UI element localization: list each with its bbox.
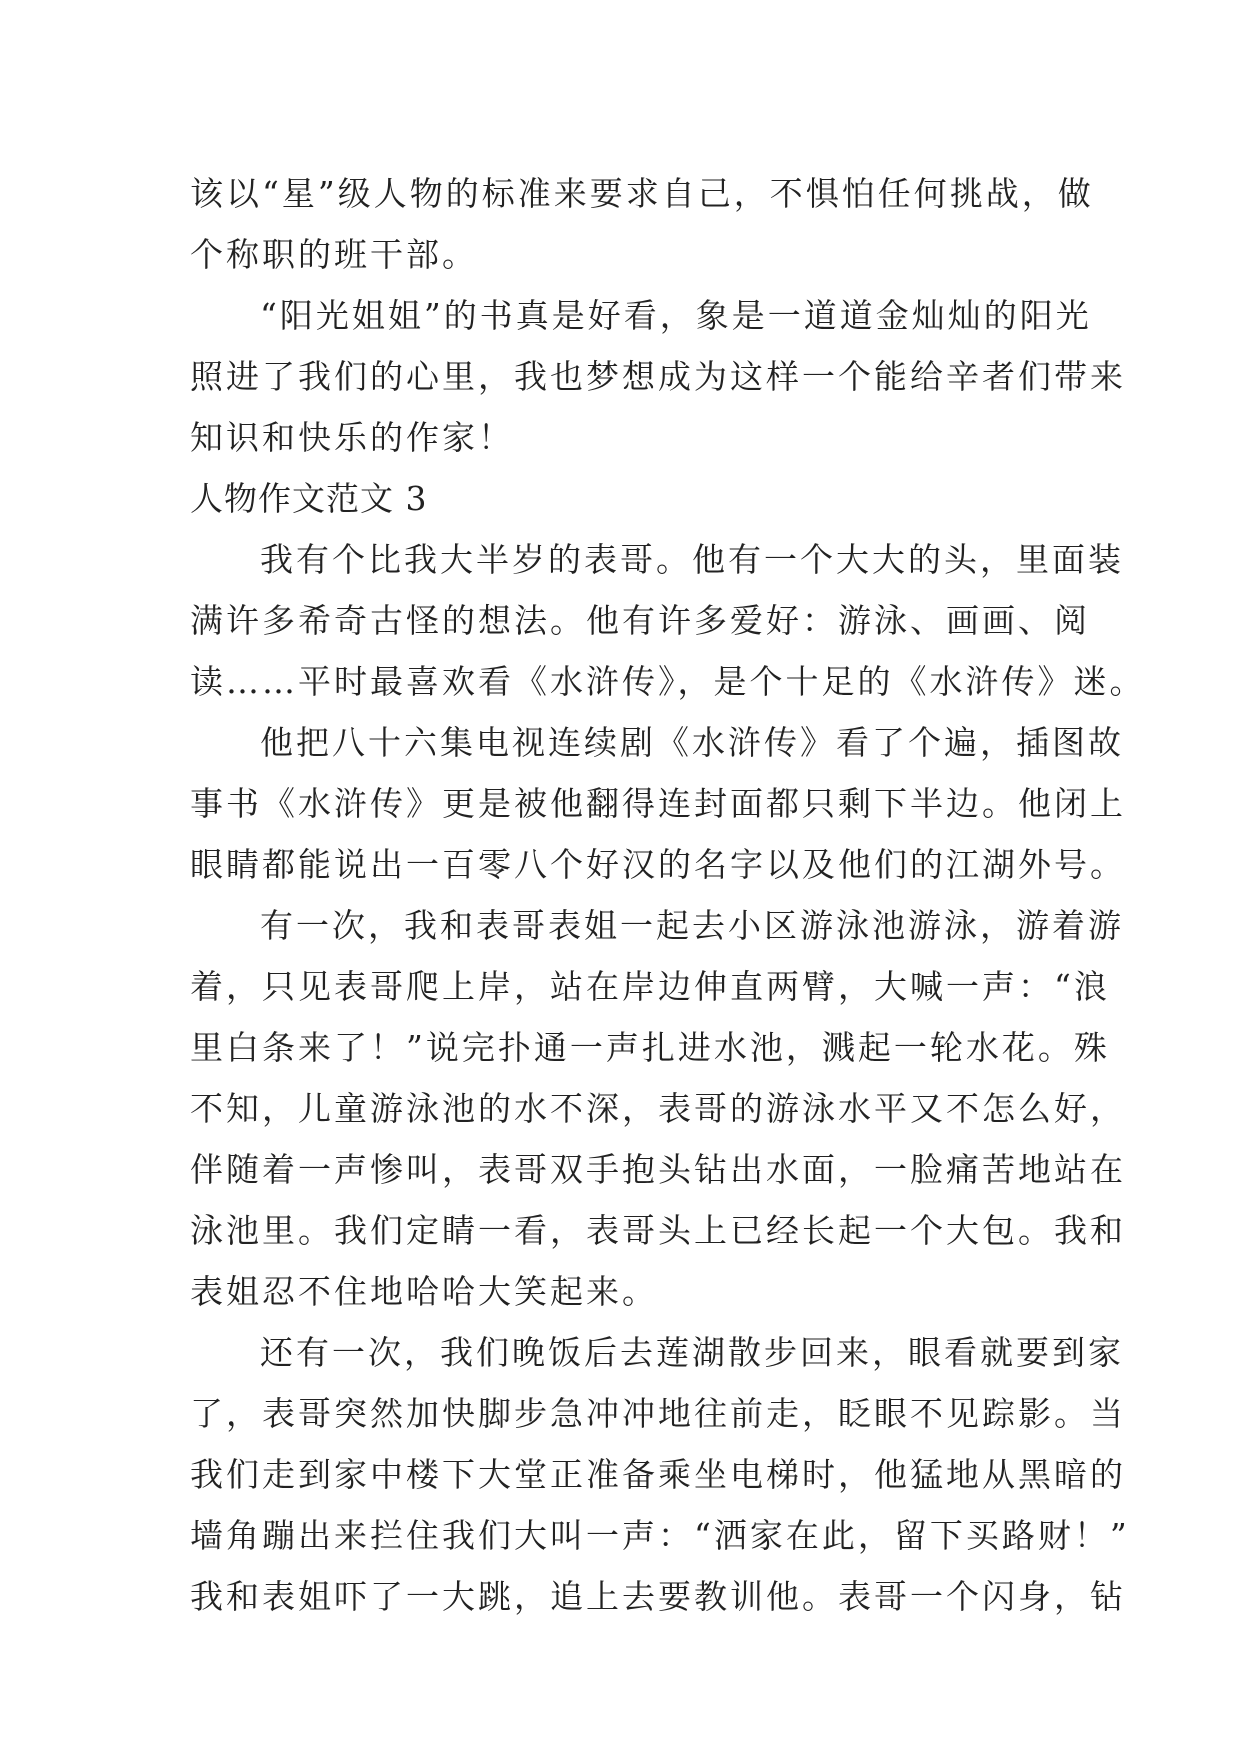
- text-line: 泳池里。我们定睛一看，表哥头上已经长起一个大包。我和: [190, 1211, 1126, 1250]
- section-heading: 人物作文范文 3: [190, 479, 428, 518]
- text-line: 还有一次，我们晚饭后去莲湖散步回来，眼看就要到家: [260, 1333, 1124, 1372]
- paragraph: [190, 529, 1146, 712]
- text-line: “阳光姐姐”的书真是好看，象是一道道金灿灿的阳光: [260, 296, 1092, 335]
- text-line: 我和表姐吓了一大跳，追上去要教训他。表哥一个闪身，钻: [190, 1577, 1126, 1616]
- paragraph: [190, 285, 1126, 468]
- text-line: 不知，儿童游泳池的水不深，表哥的游泳水平又不怎么好，: [190, 1089, 1126, 1128]
- paragraph: [190, 1322, 1130, 1627]
- text-line: 照进了我们的心里，我也梦想成为这样一个能给辛者们带来: [190, 357, 1126, 396]
- text-line: 伴随着一声惨叫，表哥双手抱头钻出水面，一脸痛苦地站在: [190, 1150, 1126, 1189]
- paragraph: [190, 895, 1126, 1322]
- text-line: 事书《水浒传》更是被他翻得连封面都只剩下半边。他闭上: [190, 784, 1126, 823]
- text-line: 了，表哥突然加快脚步急冲冲地往前走，眨眼不见踪影。当: [190, 1394, 1126, 1433]
- text-line: 个称职的班干部。: [190, 235, 478, 274]
- text-line: 眼睛都能说出一百零八个好汉的名字以及他们的江湖外号。: [190, 845, 1126, 884]
- text-line: 知识和快乐的作家！: [190, 418, 514, 457]
- text-line: 有一次，我和表哥表姐一起去小区游泳池游泳，游着游: [260, 906, 1124, 945]
- text-line: 他把八十六集电视连续剧《水浒传》看了个遍，插图故: [260, 723, 1124, 762]
- text-line: 我们走到家中楼下大堂正准备乘坐电梯时，他猛地从黑暗的: [190, 1455, 1126, 1494]
- paragraph: [190, 163, 1094, 285]
- text-line: 着，只见表哥爬上岸，站在岸边伸直两臂，大喊一声：“浪: [190, 967, 1110, 1006]
- text-line: 墙角蹦出来拦住我们大叫一声：“洒家在此，留下买路财！”: [190, 1516, 1130, 1555]
- document-body: [190, 163, 1146, 1627]
- text-line: 我有个比我大半岁的表哥。他有一个大大的头，里面装: [260, 540, 1124, 579]
- text-line: 该以“星”级人物的标准来要求自己，不惧怕任何挑战，做: [190, 174, 1094, 213]
- paragraph: [190, 712, 1126, 895]
- text-line: 里白条来了！”说完扑通一声扎进水池，溅起一轮水花。殊: [190, 1028, 1110, 1067]
- text-line: 满许多希奇古怪的想法。他有许多爱好：游泳、画画、阅: [190, 601, 1090, 640]
- text-line: 表姐忍不住地哈哈大笑起来。: [190, 1272, 658, 1311]
- text-line: 读……平时最喜欢看《水浒传》，是个十足的《水浒传》迷。: [190, 662, 1146, 701]
